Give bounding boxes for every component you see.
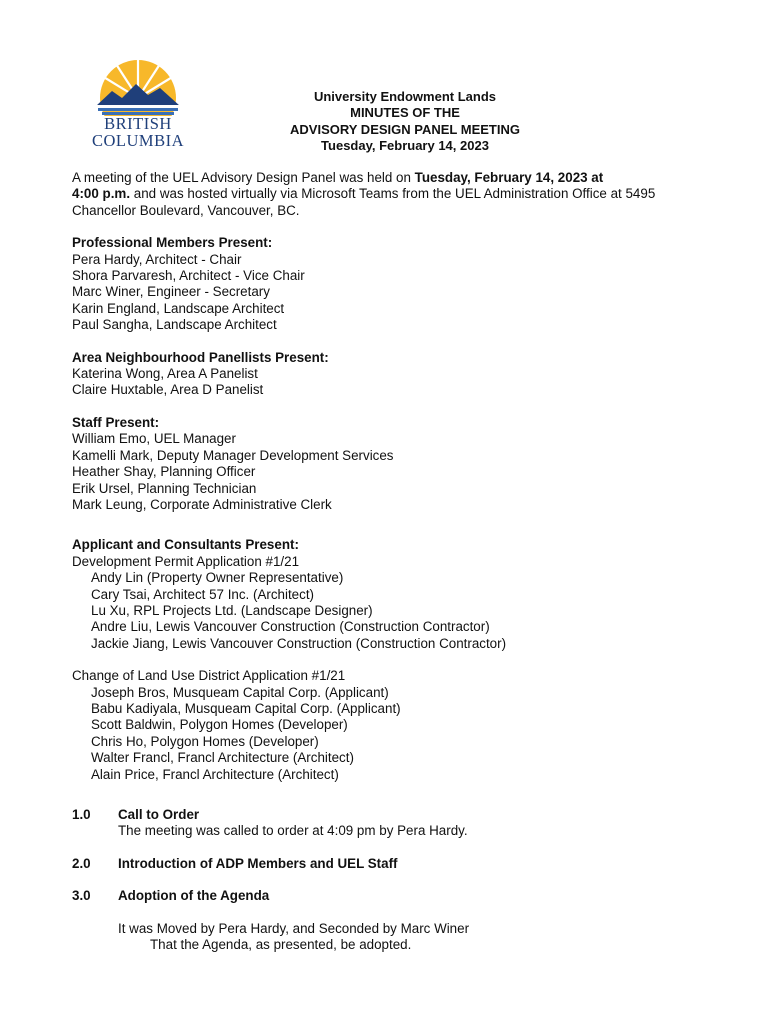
section-heading: Area Neighbourhood Panellists Present: <box>72 349 329 365</box>
list-item: William Emo, UEL Manager <box>72 431 236 447</box>
applicants-consultants <box>72 537 722 783</box>
list-item: Karin England, Landscape Architect <box>72 300 285 316</box>
section-adoption-agenda <box>72 888 722 953</box>
list-item: Scott Baldwin, Polygon Homes (Developer) <box>91 717 348 733</box>
list-item: Andre Liu, Lewis Vancouver Construction (Construction Contractor) <box>91 619 490 635</box>
list-item: Marc Winer, Engineer - Secretary <box>72 284 270 300</box>
list-item: Claire Huxtable, Area D Panelist <box>72 382 264 398</box>
sun-mountain-icon <box>86 58 190 116</box>
document-header <box>220 89 590 155</box>
section-number: 2.0 <box>72 855 91 871</box>
staff-present <box>72 415 722 513</box>
list-item: Pera Hardy, Architect - Chair <box>72 251 242 267</box>
section-number: 3.0 <box>72 888 91 904</box>
header-line-1: University Endowment Lands <box>313 89 497 104</box>
section-heading: Professional Members Present: <box>72 235 273 251</box>
list-item: Lu Xu, RPL Projects Ltd. (Landscape Designer) <box>91 602 373 618</box>
intro-paragraph <box>72 170 722 219</box>
logo-text-columbia: COLUMBIA <box>91 131 184 150</box>
section-title: Adoption of the Agenda <box>118 888 270 904</box>
header-line-2: MINUTES OF THE <box>350 105 460 121</box>
list-item: Cary Tsai, Architect 57 Inc. (Architect) <box>91 586 315 602</box>
list-item: Erik Ursel, Planning Technician <box>72 480 257 496</box>
bc-logo <box>86 58 190 154</box>
section-title: Call to Order <box>118 807 200 822</box>
document-body <box>72 170 722 953</box>
section-motion: That the Agenda, as presented, be adopted. <box>150 937 412 953</box>
section-title: Introduction of ADP Members and UEL Staff <box>118 855 398 871</box>
intro-text: A meeting of the UEL Advisory Design Panel was held on <box>72 170 415 185</box>
list-item: Walter Francl, Francl Architecture (Architect) <box>91 750 354 766</box>
section-heading: Staff Present: <box>72 414 160 430</box>
professional-members <box>72 235 722 333</box>
intro-date: Tuesday, February 14, 2023 at <box>414 170 604 185</box>
header-line-3: ADVISORY DESIGN PANEL MEETING <box>290 121 520 137</box>
logo-text-british: BRITISH <box>104 114 172 133</box>
list-item: Paul Sangha, Landscape Architect <box>72 317 277 333</box>
list-item: Kamelli Mark, Deputy Manager Development Services <box>72 447 394 463</box>
section-heading: Applicant and Consultants Present: <box>72 537 299 553</box>
dp-application-title: Development Permit Application #1/21 <box>72 553 300 569</box>
cl-application-title: Change of Land Use District Application #1/21 <box>72 668 346 684</box>
list-item: Heather Shay, Planning Officer <box>72 464 256 480</box>
list-item: Chris Ho, Polygon Homes (Developer) <box>91 733 319 749</box>
intro-text-3: Chancellor Boulevard, Vancouver, BC. <box>72 202 300 218</box>
section-call-to-order <box>72 807 722 840</box>
section-text: The meeting was called to order at 4:09 pm by Pera Hardy. <box>118 823 468 839</box>
section-number: 1.0 <box>72 807 91 822</box>
section-introduction <box>72 856 722 872</box>
section-text: It was Moved by Pera Hardy, and Seconded by Marc Winer <box>118 920 470 936</box>
list-item: Babu Kadiyala, Musqueam Capital Corp. (Applicant) <box>91 700 401 716</box>
list-item: Andy Lin (Property Owner Representative) <box>91 570 344 586</box>
intro-time: 4:00 p.m. <box>72 186 131 202</box>
list-item: Joseph Bros, Musqueam Capital Corp. (Applicant) <box>91 684 389 700</box>
neighbourhood-panellists <box>72 350 722 399</box>
list-item: Jackie Jiang, Lewis Vancouver Construction (Construction Contractor) <box>91 635 507 651</box>
header-line-4: Tuesday, February 14, 2023 <box>321 138 489 154</box>
list-item: Katerina Wong, Area A Panelist <box>72 366 258 382</box>
list-item: Shora Parvaresh, Architect - Vice Chair <box>72 268 305 284</box>
list-item: Mark Leung, Corporate Administrative Clerk <box>72 496 332 512</box>
list-item: Alain Price, Francl Architecture (Architect) <box>91 766 339 782</box>
intro-text-2: and was hosted virtually via Microsoft Teams from the UEL Administration Office at 5495 <box>130 186 656 202</box>
